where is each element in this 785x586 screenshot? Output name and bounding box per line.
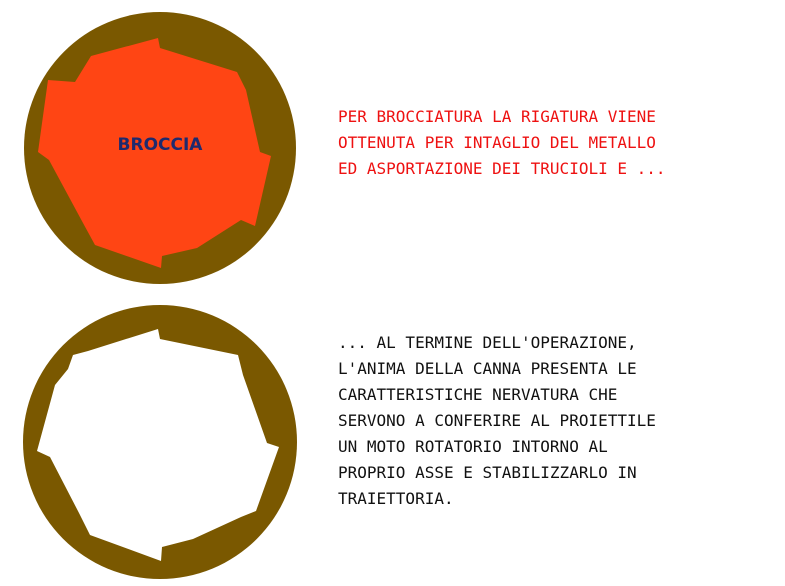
broach-cross-section-diagram (0, 0, 320, 300)
caption-result-line: SERVONO A CONFERIRE AL PROIETTILE (338, 411, 656, 430)
caption-broaching-line: ED ASPORTAZIONE DEI TRUCIOLI E ... (338, 159, 666, 178)
rifled-barrel-diagram (0, 295, 320, 586)
caption-result-line: UN MOTO ROTATORIO INTORNO AL (338, 437, 608, 456)
caption-result-line: CARATTERISTICHE NERVATURA CHE (338, 385, 618, 404)
caption-broaching (338, 104, 666, 182)
caption-result-line: PROPRIO ASSE E STABILIZZARLO IN (338, 463, 637, 482)
caption-result-line: TRAIETTORIA. (338, 489, 454, 508)
caption-result (338, 330, 656, 512)
caption-broaching-line: PER BROCCIATURA LA RIGATURA VIENE (338, 107, 656, 126)
caption-result-line: L'ANIMA DELLA CANNA PRESENTA LE (338, 359, 637, 378)
caption-broaching-line: OTTENUTA PER INTAGLIO DEL METALLO (338, 133, 656, 152)
broach-label: BROCCIA (117, 135, 203, 155)
caption-result-line: ... AL TERMINE DELL'OPERAZIONE, (338, 333, 637, 352)
